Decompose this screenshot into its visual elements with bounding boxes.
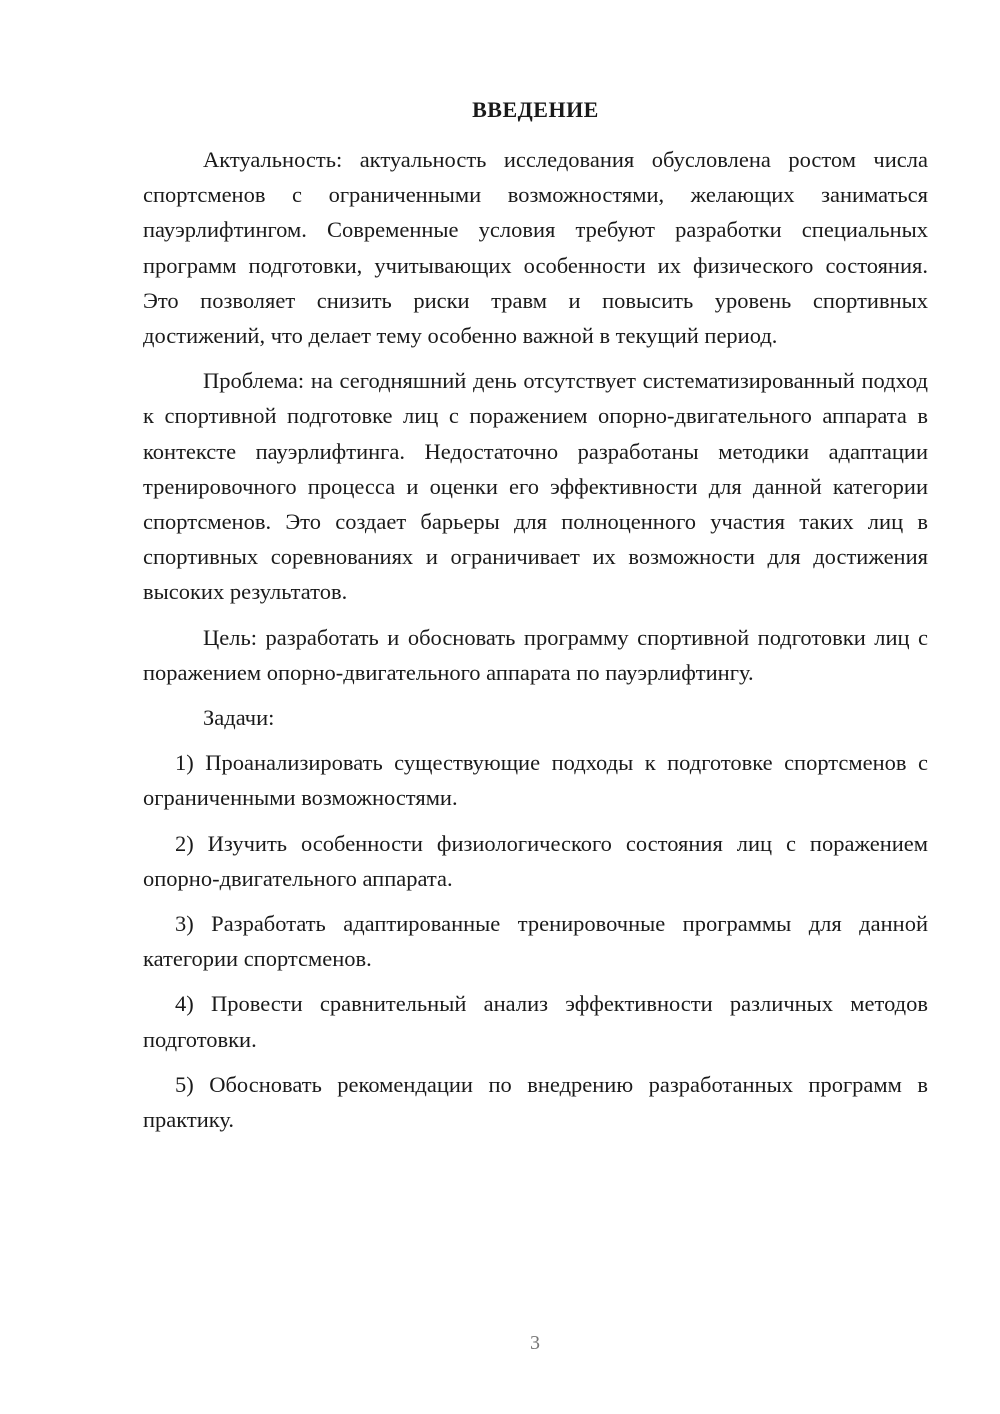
page-number: 3	[530, 1332, 540, 1354]
paragraph-relevance: Актуальность: актуальность исследования обусловлена ростом числа спортсменов с ограниченными возможностями, желающих заниматься пауэрлифтингом. Современные условия требуют разработки специальных программ подготовки, учитывающих особенности их физического состояния. Это позволяет снизить риски травм и повысить уровень спортивных достижений, что делает тему особенно важной в текущий период.	[143, 147, 928, 349]
tasks-label: Задачи:	[203, 705, 275, 731]
paragraph-problem: Проблема: на сегодняшний день отсутствует систематизированный подход к спортивной подготовке лиц с поражением опорно-двигательного аппарата в контексте пауэрлифтинга. Недостаточно разработаны методики адаптации тренировочного процесса и оценки его эффективности для данной категории спортсменов. Это создает барьеры для полноценного участия таких лиц в спортивных соревнованиях и ограничивает их возможности для достижения высоких результатов.	[143, 368, 928, 605]
section-heading: ВВЕДЕНИЕ	[472, 97, 599, 122]
task-item: 5) Обосновать рекомендации по внедрению разработанных программ в практику.	[143, 1071, 928, 1133]
document-page	[143, 92, 928, 1147]
task-item: 4) Провести сравнительный анализ эффективности различных методов подготовки.	[143, 991, 928, 1052]
task-item: 3) Разработать адаптированные тренировочные программы для данной категории спортсменов.	[143, 911, 928, 972]
task-item: 1) Проанализировать существующие подходы к подготовке спортсменов с ограниченными возможностями.	[143, 750, 928, 811]
task-item: 2) Изучить особенности физиологического состояния лиц с поражением опорно-двигательного аппарата.	[143, 830, 928, 891]
paragraph-goal: Цель: разработать и обосновать программу спортивной подготовки лиц с поражением опорно-двигательного аппарата по пауэрлифтингу.	[143, 624, 928, 685]
